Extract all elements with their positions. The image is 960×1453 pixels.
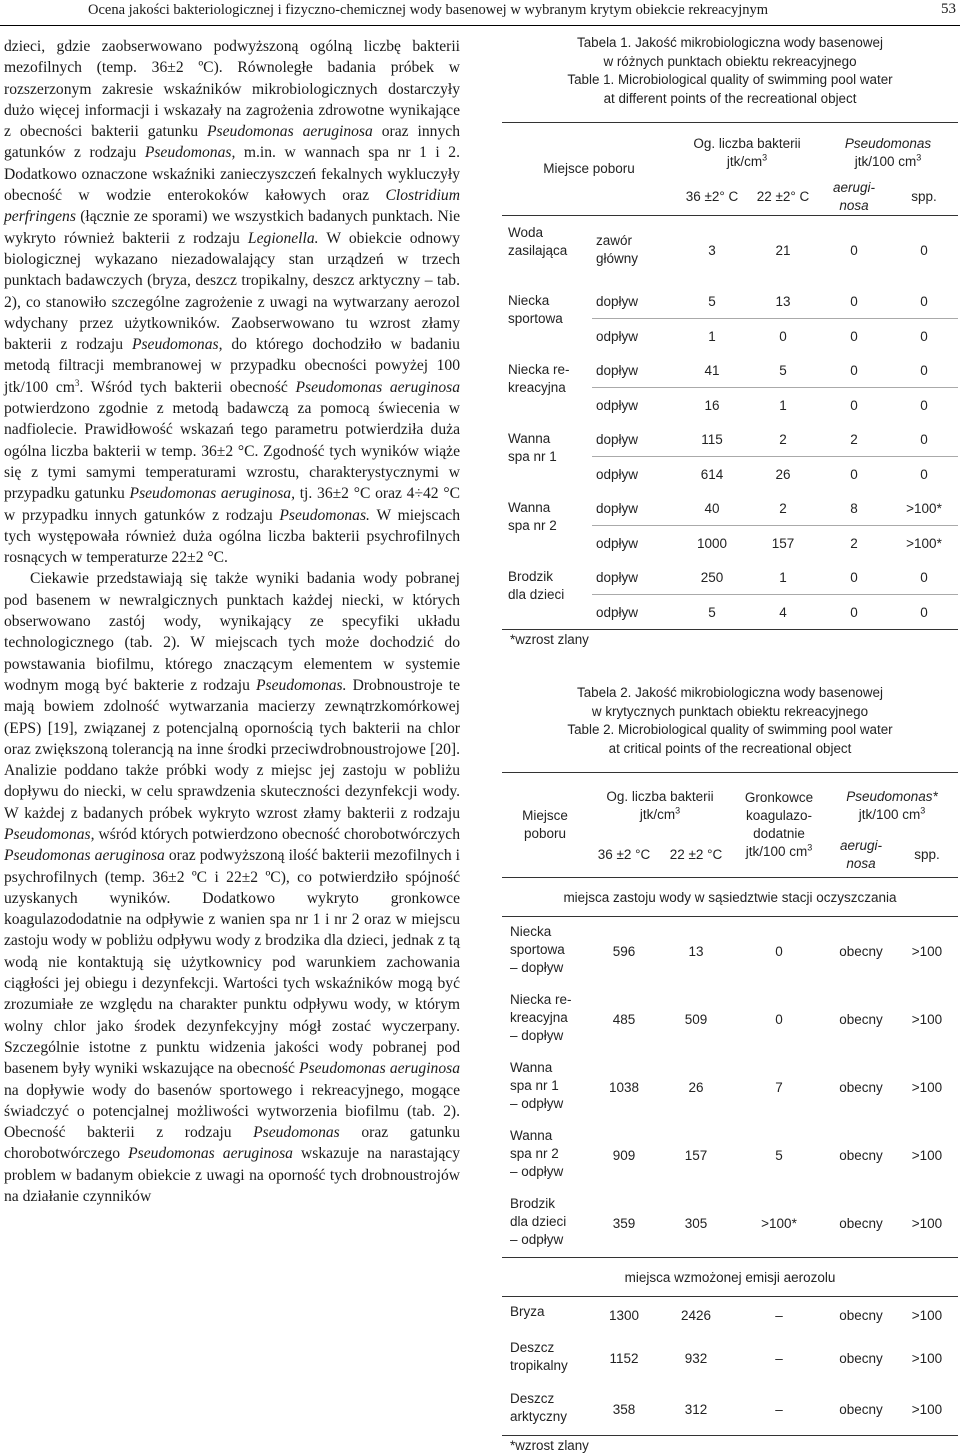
t1-value-cell: 41 xyxy=(676,353,748,388)
t2-header-t22: 22 ±2 °C xyxy=(660,833,732,878)
t1-value-cell: 5 xyxy=(748,353,818,388)
t1-place-cell: Woda zasilająca xyxy=(508,225,568,258)
t1-value-cell: 1000 xyxy=(696,535,728,551)
t2-value-cell: – xyxy=(775,1307,783,1323)
t1-header-t36: 36 ±2° C xyxy=(676,179,748,216)
t1-value-cell: 0 xyxy=(890,560,958,595)
t2-value-cell: 485 xyxy=(612,1011,636,1027)
tables-column xyxy=(502,34,958,1453)
t1-point-cell: zawór główny xyxy=(596,233,639,266)
t2-value-cell: 359 xyxy=(588,1189,660,1258)
t2-value-cell: obecny xyxy=(839,1079,883,1095)
t2-row xyxy=(502,917,958,986)
t1-value-cell: 0 xyxy=(850,466,858,482)
t1-value-cell: 8 xyxy=(818,491,890,526)
t1-point-cell: odpływ xyxy=(592,595,676,630)
t2-value-cell: obecny xyxy=(839,1011,883,1027)
t1-value-cell: 0 xyxy=(779,328,787,344)
t2-value-cell: obecny xyxy=(826,1189,896,1258)
t2-value-cell: 358 xyxy=(588,1384,660,1436)
t2-row xyxy=(502,1053,958,1121)
t1-value-cell: 1 xyxy=(748,560,818,595)
t1-value-cell: 16 xyxy=(704,397,720,413)
t2-value-cell: obecny xyxy=(839,943,883,959)
t2-header-place: Miejsce poboru xyxy=(502,773,588,878)
t1-header-spp: spp. xyxy=(890,179,958,216)
t1-header-place: Miejsce poboru xyxy=(502,123,676,216)
t1-place-cell: Wanna spa nr 1 xyxy=(508,431,557,464)
t2-value-cell: 932 xyxy=(684,1351,708,1366)
t2-value-cell: obecny xyxy=(826,1384,896,1436)
table1 xyxy=(502,122,958,630)
t1-value-cell: 13 xyxy=(748,284,818,319)
t2-place-cell: Wanna spa nr 1 – odpływ xyxy=(510,1060,564,1111)
t2-section-stagnation-label: miejsca zastoju wody w sąsiedztwie stacji oczyszczania xyxy=(502,878,958,917)
t2-row xyxy=(502,1297,958,1334)
t2-header-aeruginosa: aerugi- nosa xyxy=(826,833,896,878)
t2-value-cell: >100 xyxy=(911,943,943,959)
t2-value-cell: 0 xyxy=(775,943,783,959)
t1-value-cell: 115 xyxy=(676,422,748,457)
t1-place-cell: Wanna spa nr 2 xyxy=(508,500,557,533)
t1-row xyxy=(502,284,958,319)
t1-value-cell: 0 xyxy=(818,353,890,388)
t1-value-cell: 2 xyxy=(818,422,890,457)
t1-header-t22: 22 ±2° C xyxy=(748,179,818,216)
t2-value-cell: 0 xyxy=(775,1011,783,1027)
t1-value-cell: 0 xyxy=(818,595,890,630)
t2-value-cell: 509 xyxy=(684,1011,708,1027)
t1-point-cell: dopływ xyxy=(592,491,676,526)
t2-value-cell: 7 xyxy=(775,1079,783,1095)
t1-value-cell: 0 xyxy=(920,466,928,482)
t2-place-cell: Niecka re- kreacyjna – dopływ xyxy=(510,992,572,1043)
t2-value-cell: 1152 xyxy=(609,1351,639,1366)
t1-point-cell: odpływ xyxy=(596,397,639,413)
t2-header-pseudomonas: Pseudomonas* jtk/100 $cm^3$ xyxy=(826,773,958,834)
t2-header-t36: 36 ±2 °C xyxy=(588,833,660,878)
t2-header-count: Og. liczba bakterii jtk/$cm^3$ xyxy=(588,773,732,834)
t2-value-cell: >100 xyxy=(911,1079,943,1095)
t2-value-cell: 312 xyxy=(660,1384,732,1436)
t1-row xyxy=(502,216,958,285)
t2-row xyxy=(502,985,958,1053)
t2-value-cell: obecny xyxy=(839,1147,883,1163)
t2-place-cell: Brodzik dla dzieci – odpływ xyxy=(502,1189,588,1258)
t1-point-cell: dopływ xyxy=(592,560,676,595)
page-number: 53 xyxy=(941,1,956,17)
t2-value-cell: >100 xyxy=(896,1189,958,1258)
t1-value-cell: 157 xyxy=(771,535,795,551)
t1-value-cell: 3 xyxy=(708,242,716,258)
t1-header-pseudomonas: Pseudomonas jtk/100 $cm^3$ xyxy=(818,123,958,180)
t2-row xyxy=(502,1189,958,1258)
t1-value-cell: 1 xyxy=(708,328,716,344)
t1-point-cell: dopływ xyxy=(592,353,676,388)
t1-row xyxy=(502,560,958,595)
t2-value-cell: 305 xyxy=(660,1189,732,1258)
t2-row xyxy=(502,1333,958,1384)
t2-note: *wzrost zlany xyxy=(510,1438,589,1453)
t1-point-cell: odpływ xyxy=(596,466,639,482)
t1-value-cell: >100* xyxy=(890,491,958,526)
t2-value-cell: 596 xyxy=(612,943,636,959)
t1-note: *wzrost zlany xyxy=(510,632,589,647)
t2-place-cell: Niecka sportowa – dopływ xyxy=(510,924,565,975)
t1-value-cell: 0 xyxy=(890,353,958,388)
t1-value-cell: 40 xyxy=(676,491,748,526)
t2-value-cell: >100 xyxy=(911,1351,943,1366)
t1-place-cell: Niecka sportowa xyxy=(508,293,563,326)
t1-value-cell: 614 xyxy=(700,466,724,482)
t2-section-aerosol-label: miejsca wzmożonej emisji aerozolu xyxy=(502,1258,958,1297)
t1-value-cell: 2 xyxy=(850,535,858,551)
t2-value-cell: – xyxy=(732,1384,826,1436)
t2-value-cell: >100* xyxy=(732,1189,826,1258)
paragraph-1: dzieci, gdzie zaobserwowano podwyższoną ogólną liczbę bakterii mezofilnych (temp. 36±2 ºC). Równoległe badania próbek w rozszerzonym zakresie wskaźników mikrobiologicznych dostarczyły dużo więcej informacji i wskazały na zagrożenia zdrowotne wynikające z obecności bakterii gatunku Pseudomonas aeruginosa oraz innych gatunków z rodzaju Pseudomonas, m.in. w wannach spa nr 1 i 2. Dodatkowo oznaczone wskaźniki zanieczyszczeń fekalnych wykluczyły obecność w wodzie enterokoków kałowych oraz Clostridium perfringens (łącznie ze sporami) we wszystkich badanych punktach. Nie wykryto również bakterii z rodzaju Legionella. W obiekcie odnowy biologicznej wykazano niezadowalający stan urządzeń w trzech punktach badawczych (bryza, deszcz tropikalny, deszcz arktyczny – tab. 2), co stanowiło szczególne zagrożenie z uwagi na wytwarzany aerozol wdychany przez użytkowników. Zaobserwowano tu wzrost złamy bakterii z rodzaju Pseudomonas, do którego dochodziło w badaniu metodą filtracji membranowej w przypadku obecności powyżej 100 jtk/100 $cm^3$. Wśród tych bakterii obecność Pseudomonas aeruginosa potwierdzono zgodnie z metodą badawczą za pomocą świecenia w nadfiolecie. Prawidłowość wskazań tego parametru potwierdziła duża ogólna liczba bakterii w temp. 36±2 °C. Zgodność tych wyników wiąże się z tymi samymi temperaturami wzrostu, charakterystycznymi w przypadku gatunku Pseudomonas aeruginosa, tj. 36±2 °C oraz 4÷42 °C w przypadku innych gatunków z rodzaju Pseudomonas. W miejscach tych występowała również duża ogólna liczba bakterii psychrofilnych rosnących w temperaturze 22±2 °C. xyxy=(4,38,461,567)
t2-value-cell: 26 xyxy=(688,1079,704,1095)
table1-caption: Tabela 1. Jakość mikrobiologiczna wody basenowej w różnych punktach obiektu rekreacyjnego Table 1. Microbiological quality of swimming pool water at different points of the recreational object xyxy=(567,35,893,106)
t1-value-cell: 5 xyxy=(676,595,748,630)
t2-value-cell: 1038 xyxy=(608,1079,640,1095)
t1-value-cell: 0 xyxy=(890,422,958,457)
t1-place-cell: Niecka re- kreacyjna xyxy=(508,362,570,395)
t1-value-cell: 21 xyxy=(775,242,791,258)
header-title: Ocena jakości bakteriologicznej i fizyczno-chemicznej wody basenowej w wybranym krytym obiekcie rekreacyjnym xyxy=(88,2,769,18)
t2-place-cell: Bryza xyxy=(510,1304,545,1319)
t2-row xyxy=(502,1384,958,1436)
table2-caption: Tabela 2. Jakość mikrobiologiczna wody basenowej w krytycznych punktach obiektu rekreacyjnego Table 2. Microbiological quality of swimming pool water at critical points of the recreational object xyxy=(567,685,893,756)
t2-value-cell: 13 xyxy=(688,943,704,959)
t2-row xyxy=(502,1121,958,1189)
t2-value-cell: 157 xyxy=(684,1147,708,1163)
t1-value-cell: 5 xyxy=(676,284,748,319)
t1-point-cell: dopływ xyxy=(592,422,676,457)
t1-point-cell: odpływ xyxy=(596,328,639,344)
table2 xyxy=(502,772,958,1436)
t1-value-cell: 0 xyxy=(890,284,958,319)
t1-value-cell: 250 xyxy=(676,560,748,595)
t1-row xyxy=(502,491,958,526)
t2-header-staph: Gronkowce koagulazo- dodatnie jtk/100 $cm^3$ xyxy=(732,773,826,878)
t2-value-cell: >100 xyxy=(911,1147,943,1163)
t2-value-cell: obecny xyxy=(839,1351,883,1366)
t1-value-cell: 0 xyxy=(920,397,928,413)
t1-value-cell: 4 xyxy=(748,595,818,630)
t2-value-cell: 2426 xyxy=(680,1307,712,1323)
paragraph-2: Ciekawie przedstawiają się także wyniki badania wody pobranej pod basenem w newralgicznych punktach każdej niecki, w których obserwowano zastój wody, wynikający ze specyfiki układu technologicznego (tab. 2). W miejscach tych może dochodzić do powstawania biofilmu, którego znaczącym elementem w systemie wodnym mogą być bakterie z rodzaju Pseudomonas. Drobnoustroje te mają bowiem zdolność wytwarzania macierzy zewnątrzkomórkowej (EPS) [19], związanej z potencjalną opornością tych bakterii na chlor oraz zwiększoną tolerancją na inne środki przeciwdrobnoustrojowe [20]. Analizie poddano także próbki wody z miejsc jej zastoju w pobliżu dopływu do niecki, w celu sprawdzenia skuteczności dezynfekcji wody. W każdej z badanych próbek wykryto wzrost złamy bakterii z rodzaju Pseudomonas, wśród których potwierdzono obecność chorobotwórczych Pseudomonas aeruginosa oraz podwyższoną ilość bakterii mezofilnych i psychrofilnych (temp. 36±2 ºC i 22±2 ºC), co potwierdziło spójność uzyskanych wyników. Dodatkowo wykryto gronkowce koagulazododatnie na odpływie z wanien spa nr 1 i nr 2 oraz w miejscu zastoju wody w pobliżu odpływu wody z brodzika dla dzieci, jednak z tą wodą nie kontaktują się użytkownicy pod warunkiem zachowania ciągłości jej obiegu i dezynfekcji. Wartości tych wskaźników mogą być zrozumiałe ze względu na charakter punktu odpływu wody, w którym wolny chlor jako środek dezynfekcyjny mógł zostać wyczerpany. Szczególnie istotne z punktu widzenia jakości wody pobranej pod basenem były wyniki wskazujące na obecność Pseudomonas aeruginosa na dopływie wody do basenów sportowego i rekreacyjnego, mogące świadczyć o potencjalnej możliwości wytworzenia biofilmu (tab. 2). Obecność bakterii z rodzaju Pseudomonas oraz gatunku chorobotwórczego Pseudomonas aeruginosa wskazuje na narastający problem w badanym obiekcie z uwagi na oporność tych drobnoustrojów na działanie czynników xyxy=(4,570,460,1206)
t1-row xyxy=(502,353,958,388)
t1-value-cell: 0 xyxy=(850,242,858,258)
t2-value-cell: >100 xyxy=(896,1384,958,1436)
t1-value-cell: 0 xyxy=(818,284,890,319)
body-text-column xyxy=(4,36,460,1207)
t1-value-cell: 0 xyxy=(850,328,858,344)
t2-value-cell: 909 xyxy=(612,1147,636,1163)
t1-value-cell: 2 xyxy=(748,422,818,457)
t1-value-cell: 0 xyxy=(850,397,858,413)
t2-header-spp: spp. xyxy=(896,833,958,878)
t2-value-cell: 5 xyxy=(775,1147,783,1163)
t1-point-cell: dopływ xyxy=(592,284,676,319)
t2-place-cell: Wanna spa nr 2 – odpływ xyxy=(510,1128,564,1179)
t2-place-cell: Deszcz arktyczny xyxy=(502,1384,588,1436)
t2-value-cell: >100 xyxy=(911,1307,943,1323)
t1-value-cell: 26 xyxy=(775,466,791,482)
running-header xyxy=(0,0,960,26)
t2-value-cell: >100 xyxy=(911,1011,943,1027)
t2-value-cell: obecny xyxy=(839,1307,883,1323)
t1-value-cell: 0 xyxy=(890,595,958,630)
t1-value-cell: 0 xyxy=(920,328,928,344)
t1-value-cell: 0 xyxy=(818,560,890,595)
t2-value-cell: 1300 xyxy=(608,1307,640,1323)
t2-place-cell: Deszcz tropikalny xyxy=(510,1340,568,1373)
t2-section-aerosol xyxy=(502,1258,958,1297)
t2-value-cell: – xyxy=(775,1351,783,1366)
t1-place-cell: Brodzik dla dzieci xyxy=(502,560,592,630)
t1-header-count: Og. liczba bakterii jtk/$cm^3$ xyxy=(676,123,818,180)
t1-row xyxy=(502,422,958,457)
t1-value-cell: 1 xyxy=(779,397,787,413)
t1-header-aeruginosa: aerugi- nosa xyxy=(818,179,890,216)
t2-section-stagnation xyxy=(502,878,958,917)
t1-value-cell: 2 xyxy=(748,491,818,526)
t1-value-cell: >100* xyxy=(906,535,942,551)
t1-point-cell: odpływ xyxy=(596,535,639,551)
t1-value-cell: 0 xyxy=(920,242,928,258)
